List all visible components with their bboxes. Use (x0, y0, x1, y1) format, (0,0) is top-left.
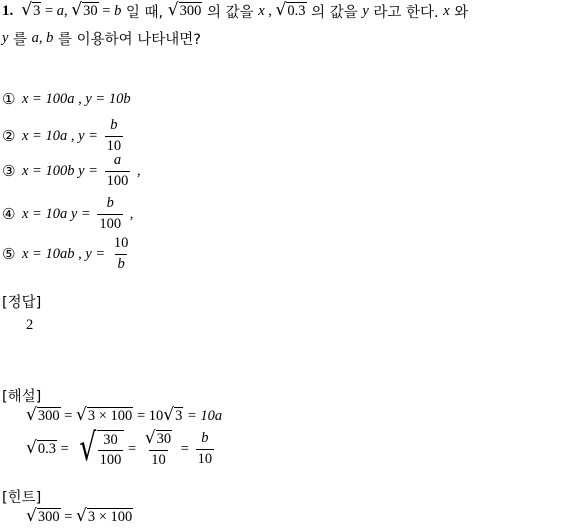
fraction: $\frac{a}{100}$ (106, 152, 129, 189)
explanation-line-1: √ 300 = √ 3 × 100 = 10 √ 3 = 10a (26, 405, 223, 426)
fraction: $\frac{b}{100}$ (99, 195, 122, 232)
hint-line-1: √ 300 = √ 3 × 100 (26, 506, 133, 527)
option-text: x = 10a y = (22, 205, 95, 222)
question-number: 1. (2, 2, 14, 19)
sqrt-3x100: √ 3 × 100 (76, 405, 133, 426)
sqrt-fraction: √ $\frac{30}{100}$ (72, 430, 124, 468)
sqrt-3: √ 3 (21, 0, 41, 21)
sqrt-0-3: √ 0.3 (26, 438, 56, 459)
fraction: √ 30 10 (144, 428, 172, 468)
option-4[interactable]: ④ x = 10a y = $\frac{b}{100}$ , (2, 195, 134, 232)
sqrt-300: √ 300 (26, 405, 60, 426)
hint-label: [힌트] (2, 490, 42, 506)
option-text: x = 10a , y = (22, 127, 102, 144)
option-marker: ② (2, 127, 16, 145)
explanation-label: [해설] (2, 389, 42, 405)
option-2[interactable] (2, 118, 126, 154)
question-line-2: y 를 a, b 를 이용하여 나타내면? (2, 29, 202, 48)
option-text: x = 100b y = (22, 162, 102, 179)
option-marker: ⑤ (2, 245, 16, 263)
fraction: $\frac{b}{10}$ (106, 117, 122, 154)
option-text: x = 100a , y = 10b (22, 90, 131, 107)
fraction: $\frac{10}{b}$ (113, 235, 129, 272)
fraction: $\frac{b}{10}$ (197, 430, 213, 467)
sqrt-0-3: √ 0.3 (275, 0, 306, 21)
option-3[interactable]: ③ x = 100b y = $\frac{a}{100}$ , (2, 152, 141, 189)
option-1[interactable] (2, 88, 131, 110)
option-marker: ① (2, 90, 16, 108)
option-5[interactable] (2, 236, 133, 272)
answer-label: [정답] (2, 295, 42, 311)
sqrt-300: √ 300 (167, 0, 202, 21)
sqrt-30: √ 30 (71, 0, 98, 21)
answer-value: 2 (26, 317, 34, 333)
option-marker: ③ (2, 162, 16, 180)
sqrt-3x100: √ 3 × 100 (76, 506, 133, 527)
fraction: $\frac{30}{100}$ (99, 431, 122, 468)
option-text: x = 10ab , y = (22, 245, 109, 262)
question-line-1: 1. √ 3 = a , √ 30 = b 일 때, √ 300 의 값을 x , √ 0.3 의 값을 y 라고 한다. x 와 (2, 0, 469, 21)
explanation-line-2: √ 0.3 = √ $\frac{30}{100}$ = √ 30 10 = $\frac{b}{10}$ (26, 424, 213, 469)
sqrt-300: √ 300 (26, 506, 60, 527)
sqrt-3: √ 3 (163, 405, 183, 426)
option-marker: ④ (2, 205, 16, 223)
